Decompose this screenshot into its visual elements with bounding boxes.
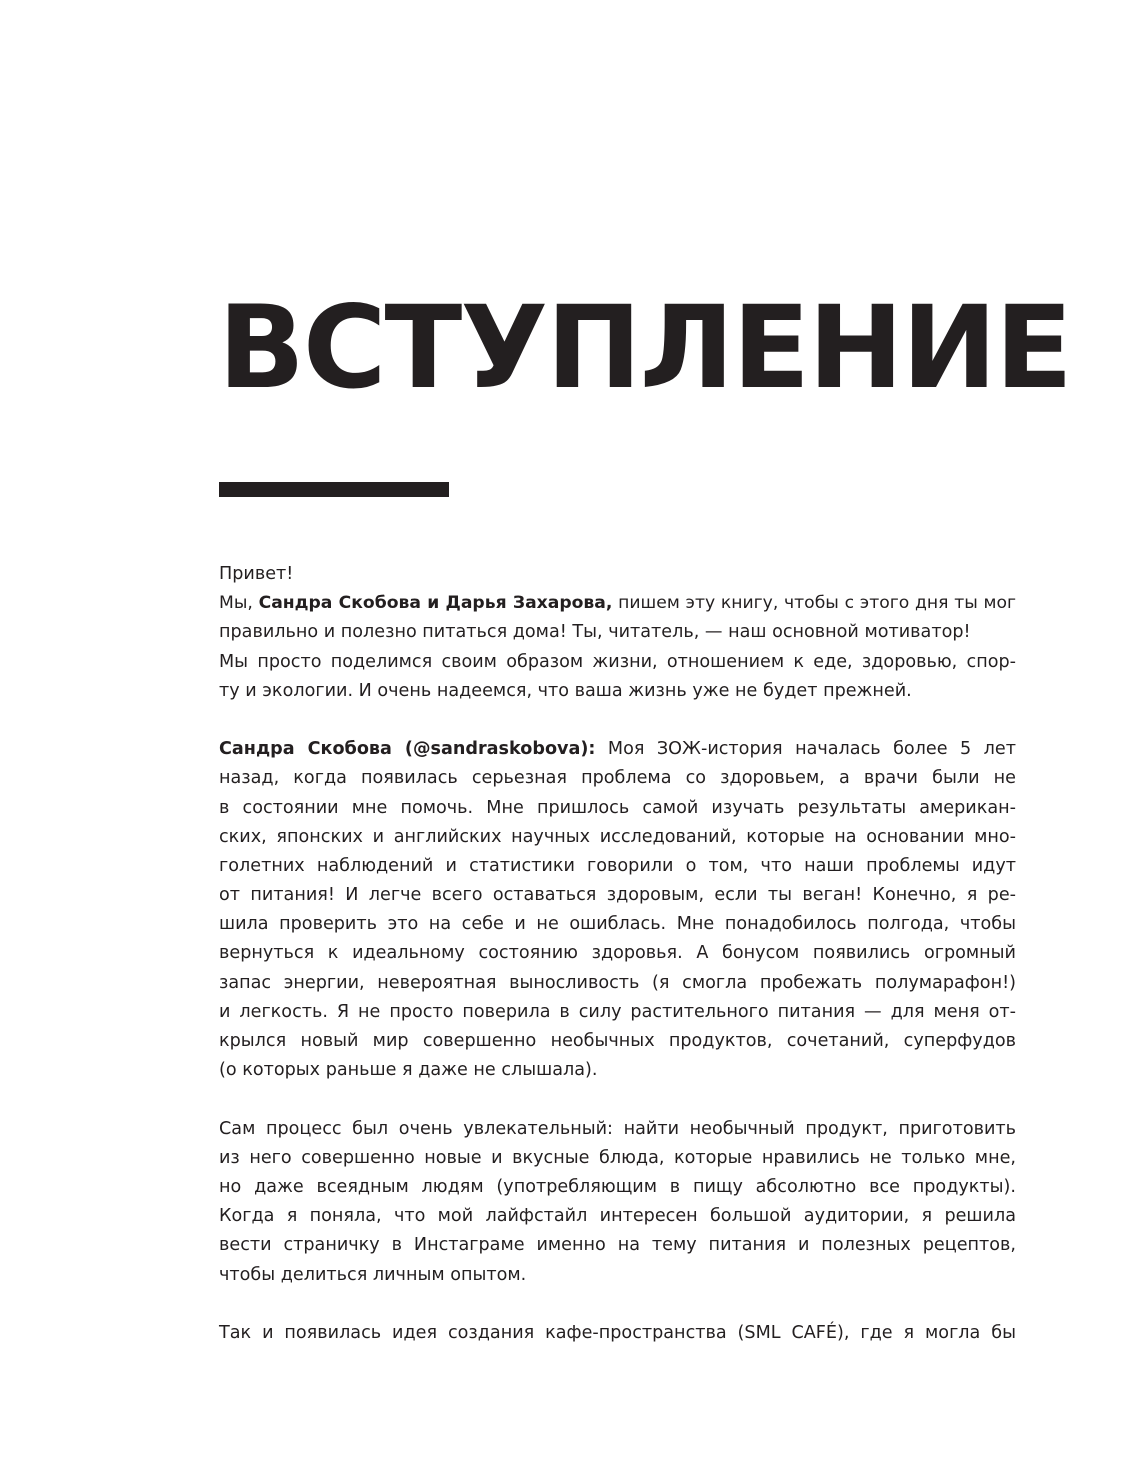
paragraph-greeting	[219, 560, 1016, 706]
text-line: запас энергии, невероятная выносливость (я смогла пробежать полумарафон!)	[219, 972, 1016, 993]
chapter-title: ВСТУПЛЕНИЕ	[218, 281, 1071, 414]
text-line: ских, японских и английских научных исследований, которые на основании мно-	[219, 826, 1016, 847]
text-line: вести страничку в Инстаграме именно на тему питания и полезных рецептов,	[219, 1235, 1016, 1256]
text-line: правильно и полезно питаться дома! Ты, читатель, — наш основной мотиватор!	[219, 622, 971, 643]
paragraph-gap	[219, 706, 1016, 735]
paragraph-cafe	[219, 1319, 1016, 1348]
paragraph-sandra-story	[219, 735, 1016, 1085]
text-line: чтобы делиться личным опытом.	[219, 1264, 527, 1285]
text-line: но даже всеядным людям (употребляющим в пищу абсолютно все продукты).	[219, 1176, 1016, 1197]
text-line: (о которых раньше я даже не слышала).	[219, 1060, 598, 1081]
paragraph-gap	[219, 1085, 1016, 1114]
text-line: назад, когда появилась серьезная проблема со здоровьем, а врачи были не	[219, 768, 1016, 789]
text-line: Привет!	[219, 564, 294, 584]
text-line: в состоянии мне помочь. Мне пришлось самой изучать результаты американ-	[219, 797, 1016, 818]
text-line: из него совершенно новые и вкусные блюда, которые нравились не только мне,	[219, 1147, 1016, 1168]
text-line: Когда я поняла, что мой лайфстайл интересен большой аудитории, я решила	[219, 1206, 1016, 1227]
paragraph-process	[219, 1115, 1016, 1290]
author-handle: Сандра Скобова (@sandraskobova):	[219, 739, 596, 760]
text-line: Мы просто поделимся своим образом жизни, отношением к еде, здоровью, спор-	[219, 651, 1016, 672]
text-line: вернуться к идеальному состоянию здоровья. А бонусом появились огромный	[219, 943, 1016, 964]
intro-text	[219, 560, 1016, 1348]
text-line: Сам процесс был очень увлекательный: найти необычный продукт, приготовить	[219, 1118, 1016, 1139]
text-line: и легкость. Я не просто поверила в силу растительного питания — для меня от-	[219, 1001, 1016, 1022]
text-line: Сандра Скобова (@sandraskobova): Моя ЗОЖ-история началась более 5 лет	[219, 739, 1016, 760]
text-line: Так и появилась идея создания кафе-пространства (SML CAFÉ), где я могла бы	[219, 1322, 1016, 1343]
text-line: крылся новый мир совершенно необычных продуктов, сочетаний, суперфудов	[219, 1031, 1016, 1051]
authors-names: Сандра Скобова и Дарья Захарова,	[258, 593, 613, 614]
title-underline-bar	[219, 482, 449, 497]
text-line: шила проверить это на себе и не ошиблась. Мне понадобилось полгода, чтобы	[219, 914, 1016, 935]
text-line: Мы, Сандра Скобова и Дарья Захарова, пишем эту книгу, чтобы с этого дня ты мог	[219, 593, 1016, 614]
text-line: голетних наблюдений и статистики говорили о том, что наши проблемы идут	[219, 855, 1016, 876]
paragraph-gap	[219, 1290, 1016, 1319]
text-line: от питания! И легче всего оставаться здоровым, если ты веган! Конечно, я ре-	[219, 885, 1016, 906]
text-line: ту и экологии. И очень надеемся, что ваша жизнь уже не будет прежней.	[219, 680, 912, 701]
